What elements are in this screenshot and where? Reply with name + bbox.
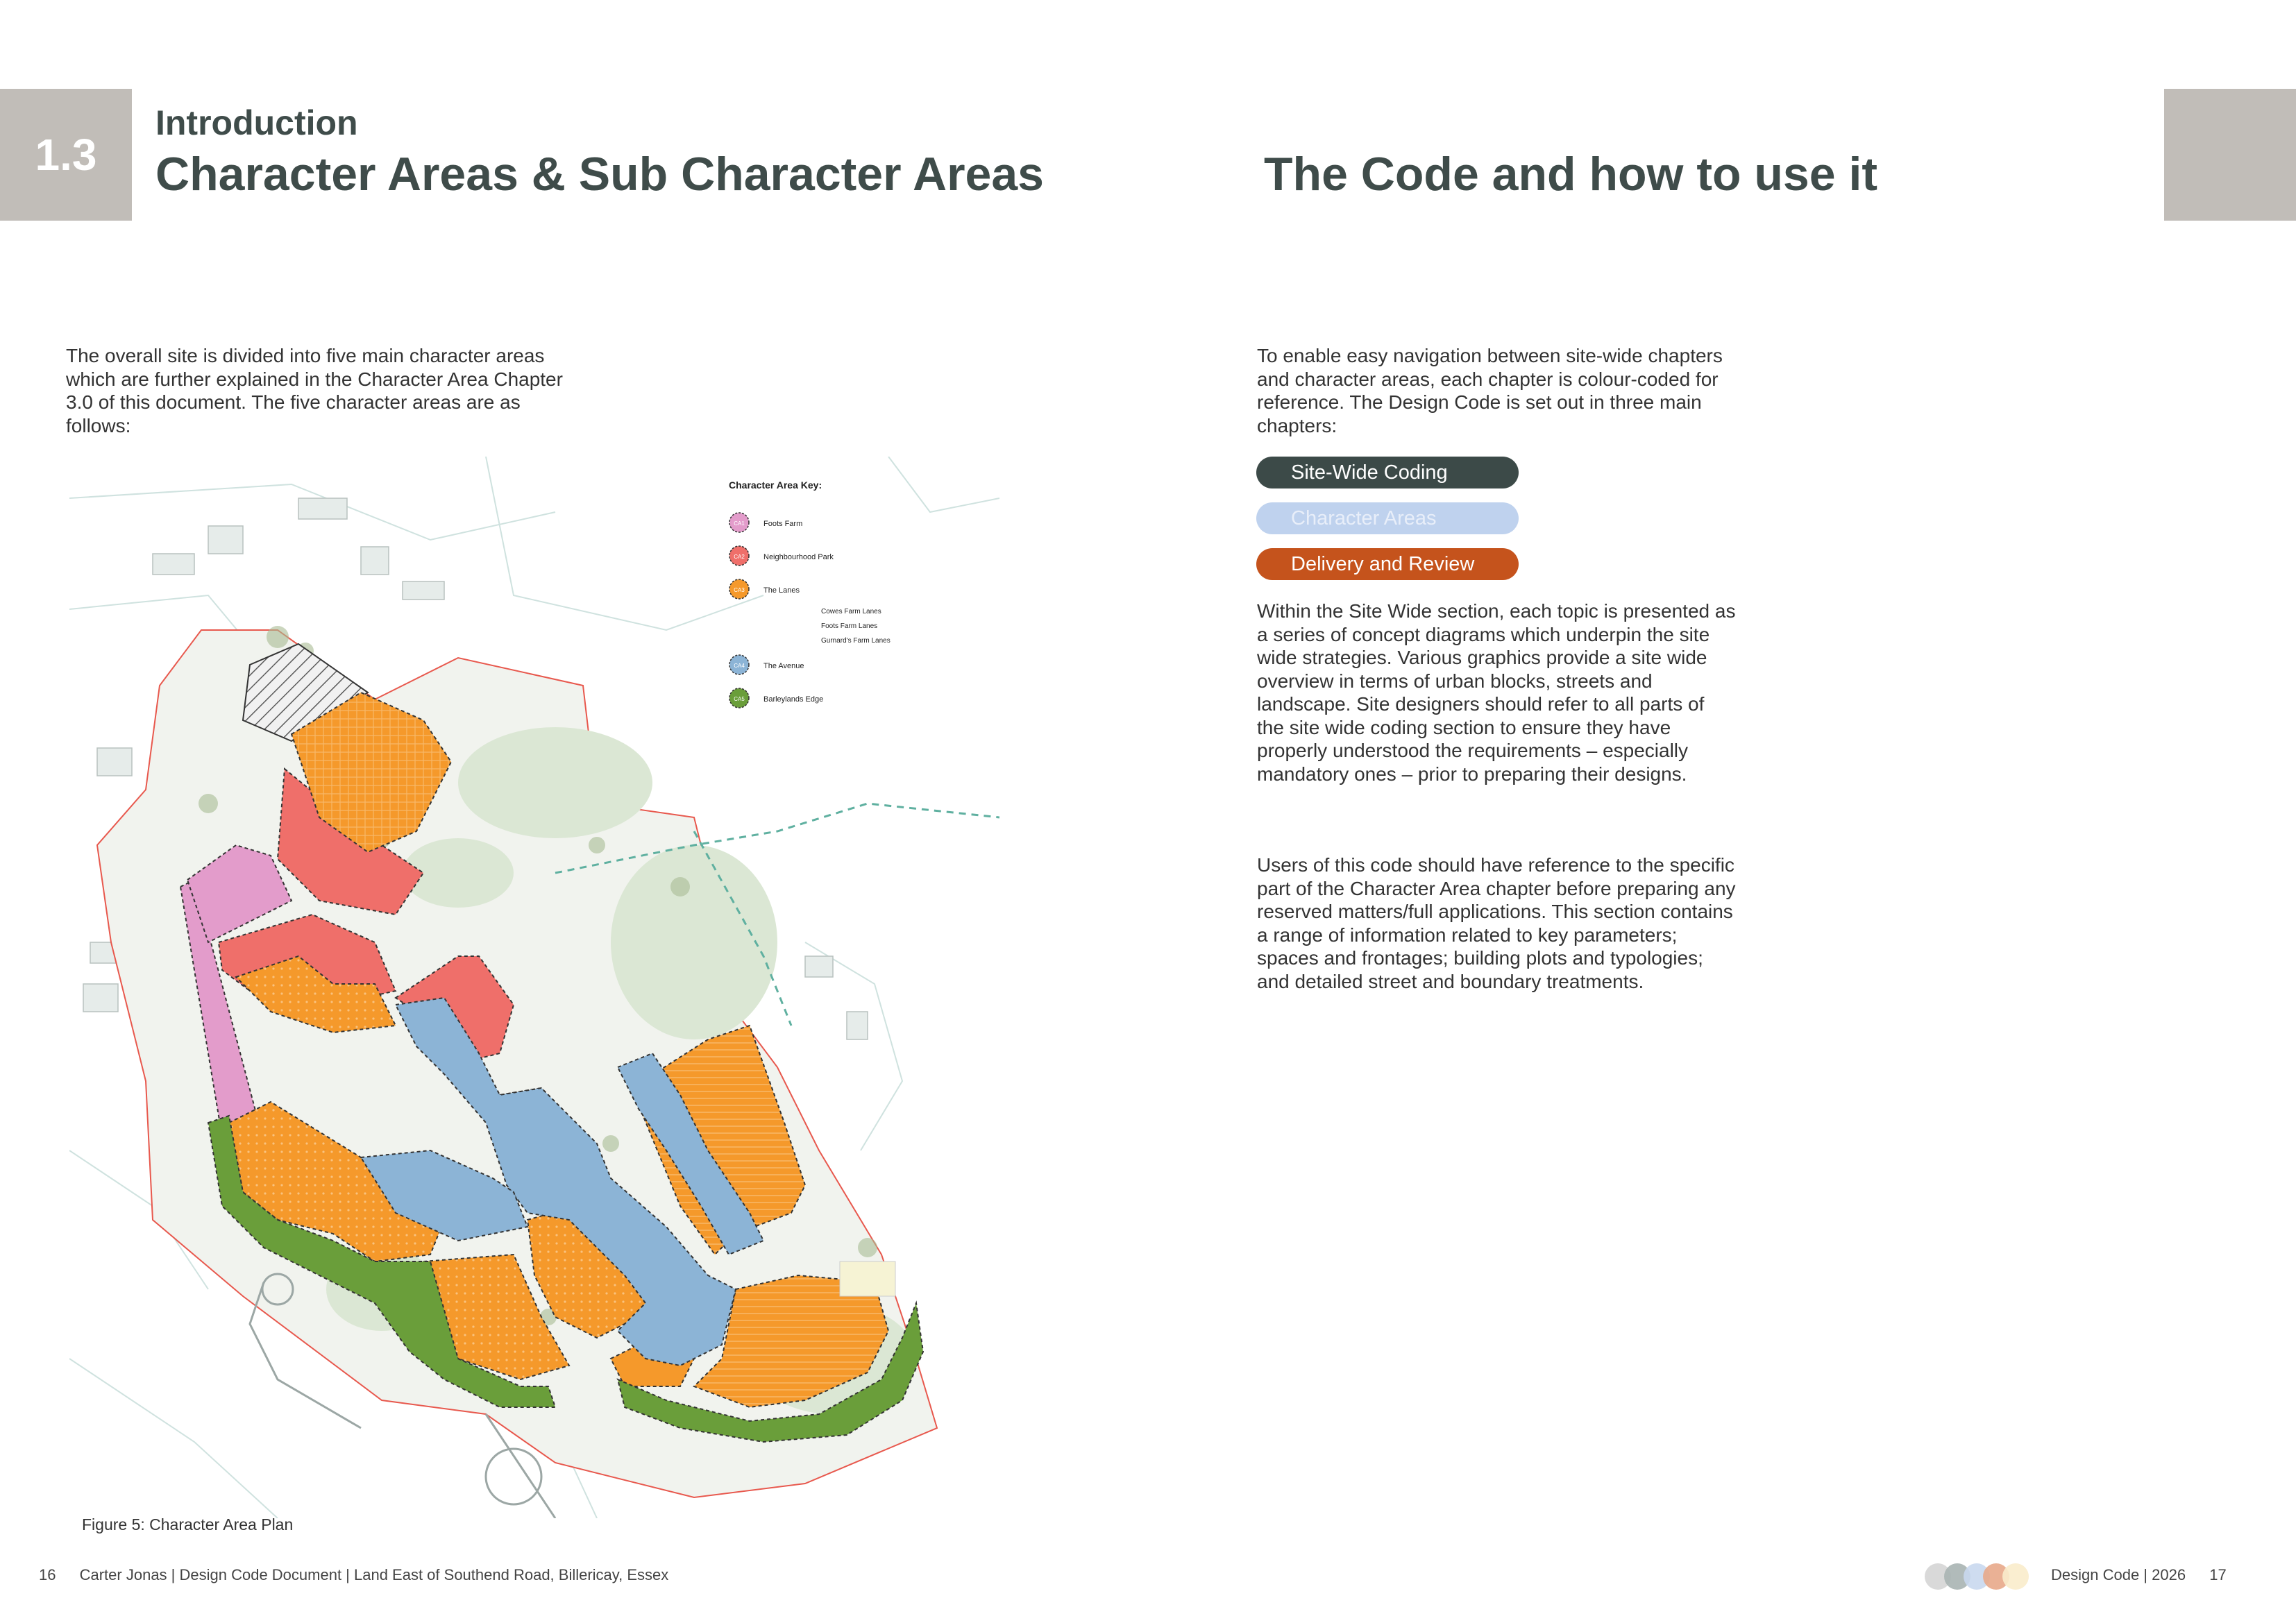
ca5-key-code: CA5 — [734, 696, 745, 702]
ca3-sub-item-2: Foots Farm Lanes — [821, 622, 878, 630]
footer-design-code: Design Code | 2026 — [2051, 1566, 2186, 1583]
key-title: Character Area Key: — [729, 479, 822, 491]
ca4-key-code: CA4 — [734, 663, 745, 669]
play-area — [840, 1261, 895, 1296]
ca1-key-code: CA1 — [734, 520, 745, 527]
page-title-right: The Code and how to use it — [1264, 148, 1877, 201]
ca1-key-label: Foots Farm — [763, 520, 803, 528]
ca3-sub-item-3: Gurnard's Farm Lanes — [821, 637, 890, 645]
right-header-box — [2164, 89, 2296, 221]
chapter-pill-character-areas: Character Areas — [1256, 502, 1519, 534]
right-intro-text: To enable easy navigation between site-wide chapters and character areas, each chapter is colour-coded for reference. The Design Code is set out in three main chapters: — [1257, 345, 1723, 436]
footer-document-title: Carter Jonas | Design Code Document | Land East of Southend Road, Billericay, Essex — [79, 1566, 669, 1583]
section-number: 1.3 — [35, 130, 97, 180]
ca4-key-label: The Avenue — [763, 662, 804, 670]
figure-caption: Figure 5: Character Area Plan — [82, 1515, 294, 1533]
character-area-plan-map — [69, 457, 999, 1518]
chapter-pill-site-wide-coding: Site-Wide Coding — [1256, 457, 1519, 488]
ca3-key-code: CA3 — [734, 587, 745, 593]
ca2-key-label: Neighbourhood Park — [763, 553, 834, 561]
footer-left — [39, 1566, 688, 1584]
ca3-key-label: The Lanes — [763, 586, 800, 595]
ca3-sub-item-1: Cowes Farm Lanes — [821, 608, 881, 615]
ca5-key-label: Barleylands Edge — [763, 695, 824, 704]
character-area-key — [729, 479, 890, 708]
footer-right — [2051, 1566, 2227, 1584]
page-number-left: 16 — [39, 1566, 56, 1583]
ca2-key-code: CA2 — [734, 554, 745, 560]
page-number-right: 17 — [2209, 1566, 2227, 1583]
site-wide-section-paragraph: Within the Site Wide section, each topic is presented as a series of concept diagrams which underpin the site wide strategies. Various graphics provide a site wide overview in terms of urban blocks, streets and landscape. Site designers should refer to all parts of the site wide coding section to ensure they have properly understood the requirements – especially mandatory ones – prior to preparing their designs. — [1257, 600, 1736, 785]
footer-colour-dots — [1924, 1563, 2035, 1590]
users-reference-paragraph: Users of this code should have reference to the specific part of the Character Area chapter before preparing any reserved matters/full applications. This section contains a range of information related to key parameters; spaces and frontages; building plots and typologies; and detailed street and boundary treatments. — [1257, 854, 1736, 992]
left-intro-text: The overall site is divided into five main character areas which are further explained in the Character Area Chapter 3.0 of this document. The five character areas are as follows: — [66, 345, 563, 436]
page-title-left: Character Areas & Sub Character Areas — [155, 148, 1044, 201]
chapter-kicker: Introduction — [155, 103, 358, 142]
footer-dot-5 — [2002, 1563, 2029, 1590]
chapter-pill-delivery-and-review: Delivery and Review — [1256, 548, 1519, 580]
